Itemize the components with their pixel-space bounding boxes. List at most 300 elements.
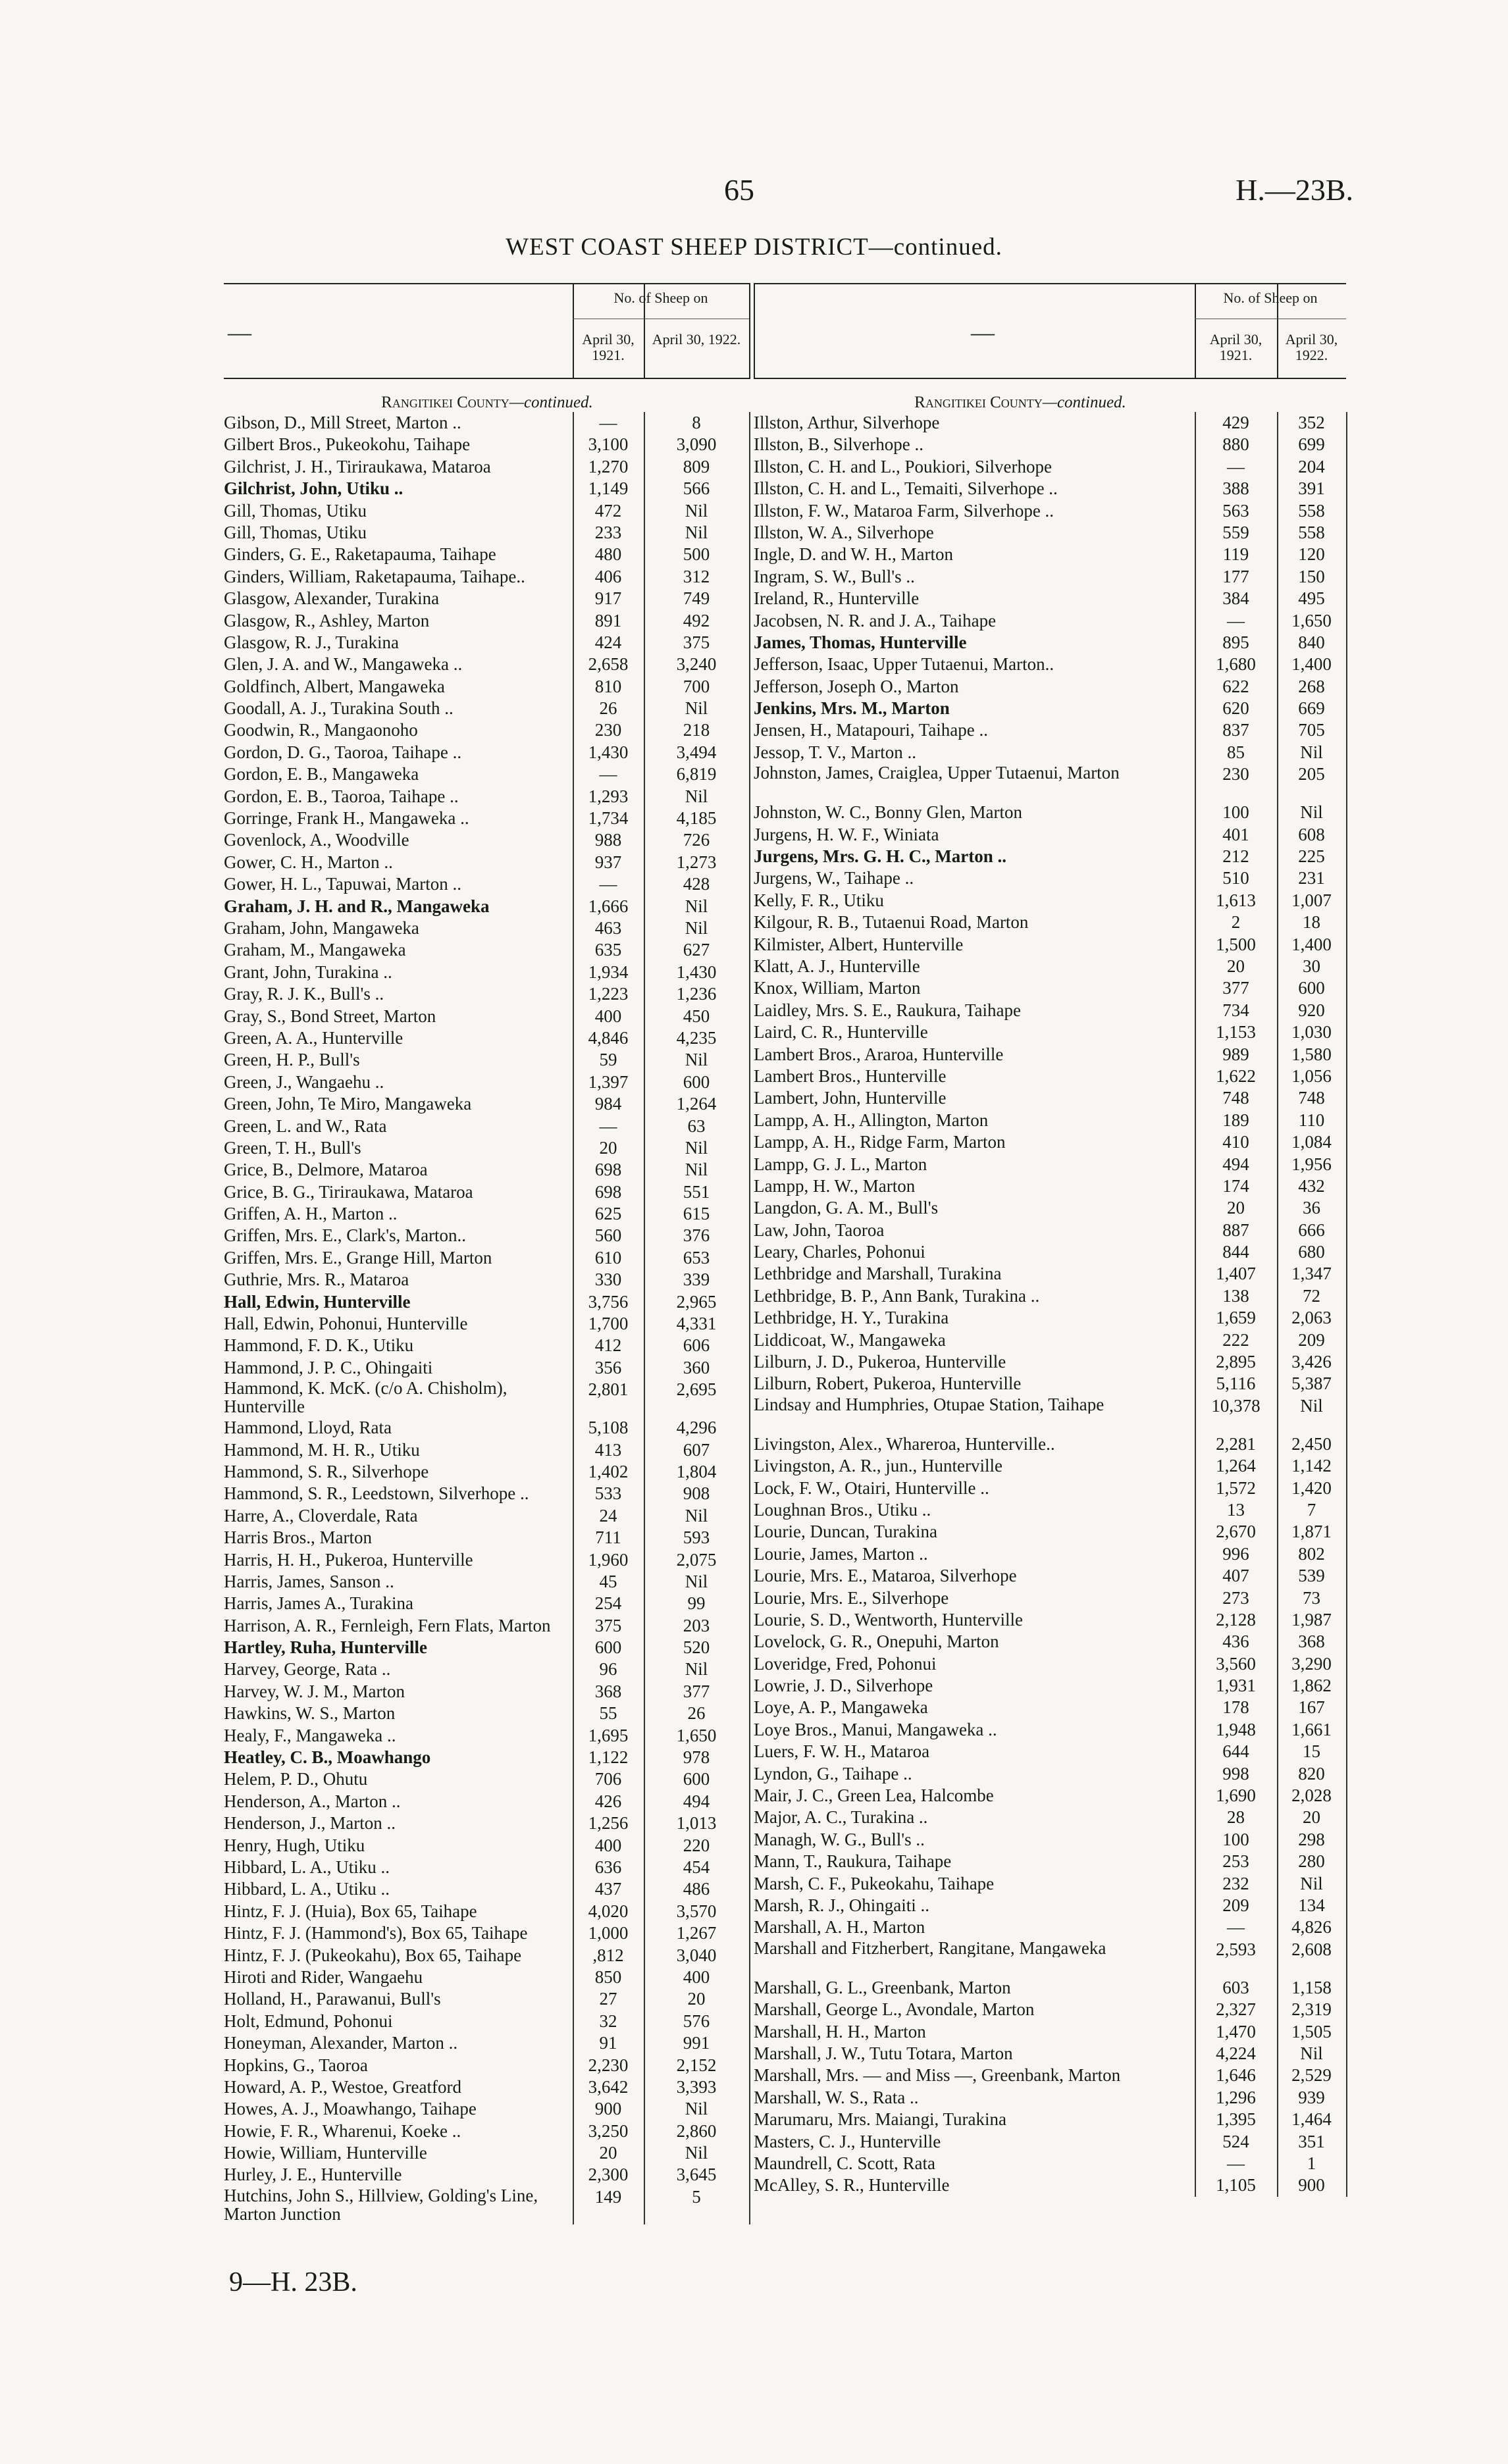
sheep-1921: 711 <box>595 1527 621 1548</box>
sheep-1921: 410 <box>1222 1132 1249 1152</box>
entry-name: Harvey, W. J. M., Marton <box>224 1681 405 1701</box>
entry-name: Kilgour, R. B., Tutaenui Road, Marton <box>754 912 1029 933</box>
table-row <box>754 802 1346 823</box>
sheep-1922: 809 <box>683 456 710 476</box>
sheep-1922: 576 <box>683 2011 710 2031</box>
entry-name: Gordon, D. G., Taoroa, Taihape .. <box>224 742 462 762</box>
sheep-1921: 1,149 <box>588 478 629 499</box>
table-row <box>754 977 1346 999</box>
sheep-1921: 560 <box>594 1225 622 1246</box>
table-row <box>224 1203 750 1225</box>
table-row <box>754 1543 1346 1565</box>
entry-name: Lethbridge, B. P., Ann Bank, Turakina .. <box>754 1285 1040 1306</box>
entry-name: Illston, B., Silverhope .. <box>754 434 923 455</box>
entry-name: Hartley, Ruha, Hunterville <box>224 1637 427 1658</box>
table-row <box>224 1291 750 1313</box>
sheep-1922: 680 <box>1298 1242 1325 1262</box>
entry-name: Hurley, J. E., Hunterville <box>224 2165 402 2185</box>
sheep-1921: 96 <box>599 1659 617 1680</box>
entry-name: Marshall, George L., Avondale, Marton <box>754 1999 1035 2020</box>
sheep-1922: 3,040 <box>676 1945 717 1965</box>
entry-name: Jenkins, Mrs. M., Marton <box>754 698 950 719</box>
sheep-1921: 45 <box>599 1571 617 1591</box>
sheep-1922: 4,235 <box>676 1027 717 1048</box>
sheep-1922: 63 <box>687 1116 706 1136</box>
entry-name: Marsh, R. J., Ohingaiti .. <box>754 1895 929 1915</box>
entry-name: Hammond, M. H. R., Utiku <box>224 1439 420 1460</box>
sheep-1921: 706 <box>594 1769 622 1789</box>
sheep-1922: 400 <box>683 1966 710 1987</box>
left-table <box>224 412 750 2224</box>
entry-name: Gordon, E. B., Mangaweka <box>224 764 419 784</box>
sheep-1922: 339 <box>683 1270 710 1290</box>
header-col-1921: April 30, 1921. <box>582 331 635 363</box>
sheep-1922: 209 <box>1298 1329 1325 1350</box>
sheep-1921: 510 <box>1222 868 1249 888</box>
entry-name: Lyndon, G., Taihape .. <box>754 1763 912 1784</box>
sheep-1921: 401 <box>1222 824 1249 844</box>
table-row <box>754 1977 1346 1999</box>
sheep-1922: 1,650 <box>1291 610 1332 630</box>
entry-name: Jessop, T. V., Marton .. <box>754 742 917 762</box>
sheep-1921: 253 <box>1222 1851 1249 1872</box>
header-no-sheep: No. of Sheep on <box>1223 290 1318 306</box>
entry-name: Jacobsen, N. R. and J. A., Taihape <box>754 610 997 630</box>
sheep-1921: 620 <box>1222 698 1249 719</box>
sheep-1922: 351 <box>1298 2131 1325 2151</box>
entry-name: Harris, James, Sanson .. <box>224 1571 394 1591</box>
sheep-1921: 400 <box>594 1835 622 1855</box>
table-row <box>224 917 750 939</box>
table-row <box>224 2055 750 2076</box>
sheep-1921: 437 <box>594 1879 622 1899</box>
table-row <box>224 1505 750 1527</box>
table-row <box>224 1988 750 2010</box>
entry-name: Hammond, F. D. K., Utiku <box>224 1335 414 1356</box>
sheep-1921: 100 <box>1222 1829 1249 1849</box>
table-row <box>224 654 750 675</box>
entry-name: Johnston, W. C., Bonny Glen, Marton <box>754 802 1023 823</box>
sheep-1922: Nil <box>685 1505 708 1526</box>
table-row <box>754 1939 1346 1977</box>
sheep-1922: 669 <box>1298 698 1325 719</box>
entry-name: Gower, C. H., Marton .. <box>224 852 393 872</box>
table-row <box>224 2098 750 2120</box>
sheep-1921: 810 <box>594 676 622 696</box>
sheep-1922: 1,236 <box>676 984 717 1004</box>
table-row <box>754 1285 1346 1307</box>
entry-name: Hammond, J. P. C., Ohingaiti <box>224 1357 433 1377</box>
sheep-1922: 2,028 <box>1291 1785 1332 1806</box>
sheep-1922: 368 <box>1298 1631 1325 1652</box>
sheep-1921: 734 <box>1222 1000 1249 1020</box>
table-row <box>224 1901 750 1922</box>
sheep-1922: 920 <box>1298 1000 1325 1020</box>
sheep-1921: 1,695 <box>588 1725 629 1745</box>
sheep-1921: 533 <box>594 1483 622 1504</box>
entry-name: Jefferson, Isaac, Upper Tutaenui, Marton.. <box>754 654 1054 675</box>
sheep-1921: 1,572 <box>1216 1477 1256 1498</box>
entry-name: Grant, John, Turakina .. <box>224 962 392 982</box>
table-row <box>754 610 1346 632</box>
sheep-1922: 2,063 <box>1291 1308 1332 1328</box>
table-row <box>754 676 1346 698</box>
table-row <box>224 1225 750 1246</box>
table-row <box>754 1587 1346 1609</box>
sheep-1921: 698 <box>594 1181 622 1202</box>
sheep-1921: 524 <box>1222 2131 1249 2151</box>
sheep-1921: 26 <box>599 698 617 719</box>
sheep-1922: Nil <box>1300 802 1323 823</box>
header-dash: — <box>971 319 995 346</box>
entry-name: Jurgens, H. W. F., Winiata <box>754 824 939 844</box>
sheep-1922: 352 <box>1298 413 1325 432</box>
entry-name: Hopkins, G., Taoroa <box>224 2055 368 2075</box>
table-row <box>224 1116 750 1137</box>
entry-name: Hammond, S. R., Silverhope <box>224 1461 429 1481</box>
sheep-1922: 4,296 <box>676 1418 717 1438</box>
sheep-1921: 20 <box>1227 1198 1245 1218</box>
table-row <box>224 1725 750 1747</box>
table-row <box>224 1791 750 1812</box>
sheep-1922: 991 <box>683 2033 710 2053</box>
entry-name: Harrison, A. R., Fernleigh, Fern Flats, Marton <box>224 1615 551 1635</box>
entry-name: Grice, B. G., Tiriraukawa, Mataroa <box>224 1181 473 1202</box>
entry-name: Lambert Bros., Hunterville <box>754 1065 947 1086</box>
entry-name: Lampp, A. H., Allington, Marton <box>754 1110 989 1130</box>
sheep-1921: 635 <box>594 940 622 960</box>
table-row <box>224 1313 750 1335</box>
sheep-1921: 1,700 <box>588 1314 629 1334</box>
table-row <box>754 2131 1346 2153</box>
sheep-1921: 622 <box>1222 676 1249 696</box>
table-row <box>224 1006 750 1027</box>
sheep-1922: 3,290 <box>1291 1653 1332 1674</box>
right-table <box>754 412 1346 2197</box>
table-row <box>224 1049 750 1071</box>
sheep-1922: 1,267 <box>676 1923 717 1943</box>
sheep-1921: 559 <box>1222 522 1249 542</box>
sheep-1921: 5,116 <box>1216 1373 1256 1394</box>
sheep-1921: 900 <box>594 2099 622 2119</box>
sheep-1922: Nil <box>1300 2043 1323 2063</box>
sheep-1921: — <box>599 874 617 894</box>
sheep-1921: 254 <box>594 1593 622 1614</box>
sheep-1922: 1,007 <box>1291 890 1332 910</box>
sheep-1922: 20 <box>687 1989 706 2009</box>
column-header <box>224 283 750 379</box>
table-row <box>224 1483 750 1504</box>
table-row <box>224 698 750 719</box>
header-no-sheep: No. of Sheep on <box>613 290 708 306</box>
entry-name: Illston, C. H. and L., Temaiti, Silverhope .. <box>754 478 1058 499</box>
sheep-1922: 726 <box>683 830 710 850</box>
sheep-1922: 218 <box>683 720 710 740</box>
table-row <box>754 1477 1346 1499</box>
entry-name: Harris, James A., Turakina <box>224 1593 413 1614</box>
sheep-1921: 2,895 <box>1216 1352 1256 1372</box>
entry-name: Howie, F. R., Wharenui, Koeke .. <box>224 2120 461 2141</box>
sheep-1922: Nil <box>685 1160 708 1180</box>
entry-name: Lampp, A. H., Ridge Farm, Marton <box>754 1132 1006 1152</box>
table-row <box>224 1549 750 1571</box>
table-row <box>224 1093 750 1115</box>
sheep-1922: 2,450 <box>1291 1433 1332 1454</box>
sheep-1921: 177 <box>1222 566 1249 586</box>
sheep-1922: 2,695 <box>676 1379 717 1400</box>
table-row <box>224 588 750 609</box>
entry-name: Loye, A. P., Mangaweka <box>754 1697 928 1718</box>
table-row <box>224 544 750 565</box>
sheep-1922: 30 <box>1303 956 1320 976</box>
table-row <box>224 2186 750 2224</box>
sheep-1921: 2,230 <box>588 2055 629 2075</box>
sheep-1922: 36 <box>1303 1198 1320 1218</box>
sheep-1921: — <box>1227 456 1245 476</box>
sheep-1921: 837 <box>1222 720 1249 740</box>
sheep-1922: 3,494 <box>676 742 717 762</box>
table-row <box>754 763 1346 802</box>
sheep-1922: 699 <box>1298 434 1325 455</box>
table-row <box>754 500 1346 522</box>
entry-name: Jefferson, Joseph O., Marton <box>754 676 959 696</box>
sheep-1921: 1,293 <box>588 786 629 806</box>
sheep-1921: 2,670 <box>1216 1522 1256 1542</box>
sheep-1922: 231 <box>1298 868 1325 888</box>
sheep-1921: 413 <box>594 1439 622 1460</box>
table-row <box>224 1812 750 1834</box>
entry-name: Henderson, A., Marton .. <box>224 1791 401 1811</box>
entry-name: Green, John, Te Miro, Mangaweka <box>224 1094 472 1114</box>
table-row <box>224 1747 750 1768</box>
entry-name: Hintz, F. J. (Huia), Box 65, Taihape <box>224 1901 477 1921</box>
sheep-1922: 450 <box>683 1006 710 1026</box>
table-row <box>224 742 750 763</box>
sheep-1921: 937 <box>594 852 622 872</box>
table-row <box>754 434 1346 455</box>
entry-name: Gilchrist, J. H., Tiriraukawa, Mataroa <box>224 456 491 476</box>
sheep-1922: 2,860 <box>676 2120 717 2141</box>
table-row <box>224 2076 750 2098</box>
sheep-1921: 424 <box>594 632 622 652</box>
entry-name: Lovelock, G. R., Onepuhi, Marton <box>754 1631 999 1652</box>
sheep-1922: Nil <box>685 917 708 938</box>
table-row <box>754 1675 1346 1697</box>
table-row <box>224 434 750 455</box>
entry-name: Hutchins, John S., Hillview, Golding's Line, Marton Junction <box>224 2186 538 2223</box>
sheep-1921: 178 <box>1222 1697 1249 1718</box>
sheep-1922: 203 <box>683 1615 710 1635</box>
table-row <box>224 1835 750 1857</box>
sheep-1922: 18 <box>1303 912 1320 933</box>
entry-name: Gill, Thomas, Utiku <box>224 500 367 521</box>
entry-name: Goldfinch, Albert, Mangaweka <box>224 676 445 696</box>
table-row <box>224 1615 750 1637</box>
sheep-1922: 1,804 <box>676 1461 717 1481</box>
sheep-1921: 917 <box>594 588 622 609</box>
table-row <box>754 1609 1346 1631</box>
table-row <box>224 412 750 434</box>
entry-name: Lourie, S. D., Wentworth, Hunterville <box>754 1609 1024 1630</box>
table-row <box>224 852 750 873</box>
entry-name: Livingston, Alex., Whareroa, Hunterville.. <box>754 1433 1055 1454</box>
entry-name: Maundrell, C. Scott, Rata <box>754 2153 935 2173</box>
sheep-1922: 8 <box>692 413 701 432</box>
sheep-1922: 1,056 <box>1291 1065 1332 1086</box>
sheep-1922: 1,505 <box>1291 2021 1332 2041</box>
table-row <box>754 742 1346 763</box>
table-row <box>754 1395 1346 1433</box>
table-row <box>754 1219 1346 1241</box>
sheep-1922: 486 <box>683 1879 710 1899</box>
entry-name: Hammond, Lloyd, Rata <box>224 1418 392 1438</box>
table-row <box>224 1966 750 1988</box>
table-row <box>224 676 750 698</box>
sheep-1921: 625 <box>594 1204 622 1224</box>
sheep-1922: 2,152 <box>676 2055 717 2075</box>
entry-name: Jurgens, W., Taihape .. <box>754 868 914 888</box>
sheep-1922: 298 <box>1298 1829 1325 1849</box>
entry-name: James, Thomas, Hunterville <box>754 632 967 652</box>
entry-name: Glasgow, Alexander, Turakina <box>224 588 440 609</box>
entry-name: Graham, John, Mangaweka <box>224 917 419 938</box>
entry-name: Lowrie, J. D., Silverhope <box>754 1676 933 1696</box>
sheep-1922: 593 <box>683 1527 710 1548</box>
sheep-1922: 72 <box>1303 1285 1320 1306</box>
sheep-1922: Nil <box>1300 1395 1323 1416</box>
sheep-1922: 653 <box>683 1247 710 1268</box>
sheep-1921: 1,270 <box>588 456 629 476</box>
sheep-1922: Nil <box>685 698 708 719</box>
sheep-1922: 73 <box>1303 1587 1320 1608</box>
sheep-1921: 4,846 <box>588 1027 629 1048</box>
table-row <box>224 1658 750 1680</box>
sheep-1921: 603 <box>1222 1977 1249 1997</box>
sheep-1922: 3,570 <box>676 1901 717 1921</box>
table-row <box>754 1154 1346 1175</box>
sheep-1921: 1,500 <box>1216 934 1256 954</box>
sheep-1922: 1,264 <box>676 1094 717 1114</box>
entry-name: Harris Bros., Marton <box>224 1527 372 1548</box>
entry-name: Marshall, W. S., Rata .. <box>754 2087 919 2107</box>
table-row <box>754 1653 1346 1675</box>
table-row <box>754 719 1346 741</box>
sheep-1922: 520 <box>683 1637 710 1658</box>
table-row <box>224 1159 750 1181</box>
entry-name: Hibbard, L. A., Utiku .. <box>224 1857 390 1877</box>
sheep-1922: 454 <box>683 1857 710 1877</box>
table-row <box>224 808 750 829</box>
table-row <box>754 1197 1346 1219</box>
entry-name: Griffen, A. H., Marton .. <box>224 1204 398 1224</box>
sheep-1921: 375 <box>594 1615 622 1635</box>
sheep-1922: 608 <box>1298 824 1325 844</box>
sheep-1922: 3,426 <box>1291 1352 1332 1372</box>
entry-name: Marumaru, Mrs. Maiangi, Turakina <box>754 2109 1006 2130</box>
table-row <box>754 1044 1346 1065</box>
sheep-1922: 1,871 <box>1291 1522 1332 1542</box>
sheep-1922: 600 <box>683 1769 710 1789</box>
sheep-1922: Nil <box>685 896 708 916</box>
sheep-1922: 204 <box>1298 456 1325 476</box>
table-row <box>224 2164 750 2186</box>
entry-name: Masters, C. J., Hunterville <box>754 2131 941 2151</box>
entry-name: Lethbridge, H. Y., Turakina <box>754 1308 949 1328</box>
table-row <box>754 412 1346 434</box>
table-row <box>224 1027 750 1049</box>
sheep-1921: 10,378 <box>1211 1395 1261 1416</box>
entry-name: Henderson, J., Marton .. <box>224 1813 396 1834</box>
table-row <box>224 2032 750 2054</box>
sheep-1921: 1,000 <box>588 1923 629 1943</box>
table-row <box>224 2142 750 2164</box>
sheep-1922: 1,273 <box>676 852 717 872</box>
sheep-1921: 1,659 <box>1216 1308 1256 1328</box>
sheep-1922: 2,965 <box>676 1291 717 1312</box>
sheep-1921: 429 <box>1222 413 1249 432</box>
table-row <box>224 829 750 851</box>
table-row <box>754 632 1346 654</box>
sheep-1922: 225 <box>1298 846 1325 867</box>
sheep-1921: 2,281 <box>1216 1433 1256 1454</box>
entry-name: Illston, W. A., Silverhope <box>754 522 934 542</box>
sheep-1922: 1,142 <box>1291 1456 1332 1476</box>
sheep-1921: 494 <box>1222 1154 1249 1174</box>
sheep-1922: 3,090 <box>676 434 717 455</box>
sheep-1921: 1,734 <box>588 808 629 829</box>
entry-name: Illston, F. W., Mataroa Farm, Silverhope .. <box>754 500 1054 521</box>
sheep-1921: 368 <box>594 1681 622 1701</box>
sheep-1922: Nil <box>685 1050 708 1070</box>
sheep-1921: 4,020 <box>588 1901 629 1921</box>
sheep-1921: 2 <box>1231 912 1241 933</box>
table-row <box>224 1637 750 1658</box>
sheep-1921: 644 <box>1222 1741 1249 1762</box>
entry-name: Lampp, G. J. L., Marton <box>754 1154 927 1174</box>
table-row <box>754 1785 1346 1807</box>
entry-name: Marshall, G. L., Greenbank, Marton <box>754 1977 1011 1997</box>
entry-name: Hiroti and Rider, Wangaehu <box>224 1966 423 1987</box>
entry-name: Ireland, R., Hunterville <box>754 588 920 609</box>
table-row <box>754 2021 1346 2043</box>
entry-name: Lambert Bros., Araroa, Hunterville <box>754 1044 1004 1064</box>
table-row <box>224 632 750 654</box>
sheep-1921: 230 <box>594 720 622 740</box>
sheep-1921: 1,470 <box>1216 2021 1256 2041</box>
sheep-1921: 1,646 <box>1216 2065 1256 2086</box>
sheep-1921: 480 <box>594 544 622 565</box>
sheep-1921: 1,948 <box>1216 1719 1256 1739</box>
sheep-1922: 500 <box>683 544 710 565</box>
sheep-1922: 26 <box>687 1703 706 1724</box>
sheep-1922: 908 <box>683 1483 710 1504</box>
sheep-1922: 1,400 <box>1291 654 1332 675</box>
entry-name: Howie, William, Hunterville <box>224 2143 427 2163</box>
entry-name: Ginders, William, Raketapauma, Taihape.. <box>224 566 525 586</box>
sheep-1922: Nil <box>685 1137 708 1158</box>
entry-name: Mann, T., Raukura, Taihape <box>754 1851 952 1872</box>
table-row <box>754 1719 1346 1741</box>
entry-name: Kilmister, Albert, Hunterville <box>754 934 964 954</box>
sheep-1922: 1,956 <box>1291 1154 1332 1174</box>
header-col-1921: April 30, 1921. <box>1209 331 1262 363</box>
sheep-1922: 1,862 <box>1291 1676 1332 1696</box>
sheep-1921: 610 <box>594 1247 622 1268</box>
sheep-1922: 268 <box>1298 676 1325 696</box>
entry-name: Griffen, Mrs. E., Grange Hill, Marton <box>224 1247 492 1268</box>
sheep-1922: 666 <box>1298 1219 1325 1240</box>
table-row <box>754 1329 1346 1351</box>
